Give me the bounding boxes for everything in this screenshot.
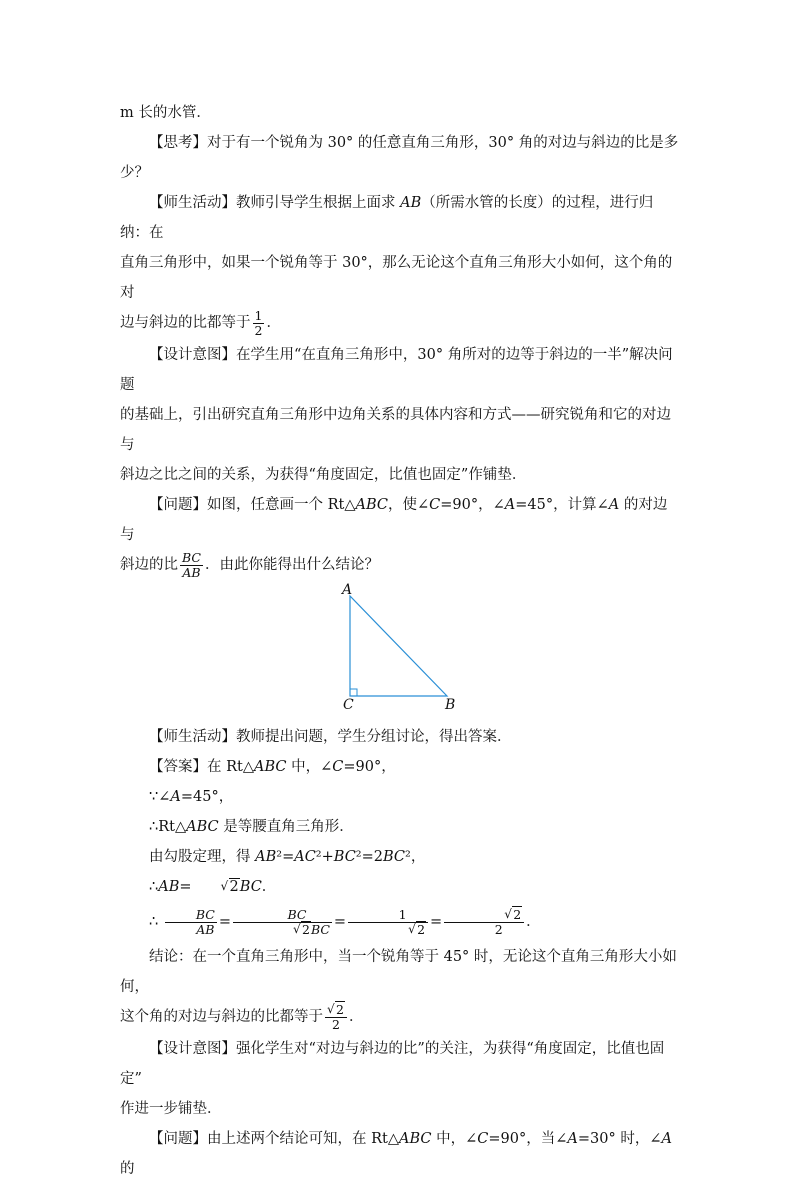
question-paragraph: 【问题】如图，任意画一个 Rt△ABC，使∠C=90°，∠A=45°，计算∠A 的对边与 <box>120 497 668 543</box>
design-intent-paragraph-2: 【设计意图】强化学生对“对边与斜边的比”的关注，为获得“角度固定，比值也固定” <box>120 1041 665 1087</box>
conclusion-paragraph: 结论：在一个直角三角形中，当一个锐角等于 45° 时，无论这个直角三角形大小如何， <box>120 949 677 995</box>
text-line: 直角三角形中，如果一个锐角等于 30°，那么无论这个直角三角形大小如何，这个角的对 <box>120 255 673 301</box>
fraction-bc-ab-2: $\frac{BC}{AB}$ <box>165 908 217 937</box>
sqrt-two: √ 2 <box>192 872 240 902</box>
ratio-equation-line: ∴ $\frac{BC}{AB}$ = BC √ 2BC = 1 √ 2 = √ $\frac{2}{2}$ ． <box>120 902 680 942</box>
document-body <box>120 98 680 1184</box>
answer-line: 【答案】在 Rt△ABC 中，∠C=90°， <box>149 759 396 775</box>
fraction-one-half: $\frac{1}{2}$ <box>254 307 263 338</box>
triangle-figure <box>342 582 482 716</box>
teacher-student-paragraph-2: 【师生活动】教师提出问题，学生分组讨论，得出答案． <box>149 729 512 745</box>
fraction-sqrt2-2-b: √ $\frac{2}{2}$ <box>325 1003 347 1032</box>
vertex-label-a: A <box>342 582 353 598</box>
text-line: 这个角的对边与斜边的比都等于 √ $\frac{2}{2}$ ． <box>120 1002 680 1032</box>
fraction-bc-sqrt2bc: BC √ 2BC <box>233 908 332 937</box>
text-line: 作进一步铺垫． <box>120 1101 222 1117</box>
teacher-student-paragraph: 【师生活动】教师引导学生根据上面求 AB（所需水管的长度）的过程，进行归纳：在 <box>120 195 654 241</box>
vertex-label-b: B <box>445 697 456 713</box>
ab-equals-line: ∴AB=√ 2BC． <box>120 872 680 902</box>
triangle-abc <box>350 596 447 696</box>
question-paragraph-2: 【问题】由上述两个结论可知，在 Rt△ABC 中，∠C=90°，当∠A=30° 时，∠A 的 <box>120 1131 672 1177</box>
fraction-sqrt2-2: √ $\frac{2}{2}$ <box>444 908 524 937</box>
triangle-svg <box>342 586 482 716</box>
therefore-line: ∴Rt△ABC 是等腰直角三角形． <box>149 819 354 835</box>
text-line: 的基础上，引出研究直角三角形中边角关系的具体内容和方式——研究锐角和它的对边与 <box>120 407 671 453</box>
pythagoras-line: 由勾股定理，得 AB²=AC²+BC²=2BC²， <box>149 849 426 865</box>
fraction-1-sqrt2: 1 √ 2 <box>348 908 428 937</box>
text-line: 边与斜边的比都等于 $\frac{1}{2}$ ． <box>120 307 281 338</box>
design-intent-paragraph: 【设计意图】在学生用“在直角三角形中，30° 角所对的边等于斜边的一半”解决问题 <box>120 347 673 393</box>
text-line: m 长的水管． <box>120 105 211 121</box>
because-line: ∵∠A=45°， <box>149 789 234 805</box>
text-line: 斜边之比之间的关系，为获得“角度固定，比值也固定”作铺垫． <box>120 467 527 483</box>
text-line: 斜边的比 $\frac{BC}{AB}$ ．由此你能得出什么结论？ <box>120 549 379 580</box>
vertex-label-c: C <box>343 697 354 713</box>
thinking-paragraph: 【思考】对于有一个锐角为 30° 的任意直角三角形，30° 角的对边与斜边的比是多少？ <box>120 135 679 181</box>
right-angle-mark <box>350 689 357 696</box>
fraction-bc-ab: $\frac{BC}{AB}$ <box>182 549 201 580</box>
